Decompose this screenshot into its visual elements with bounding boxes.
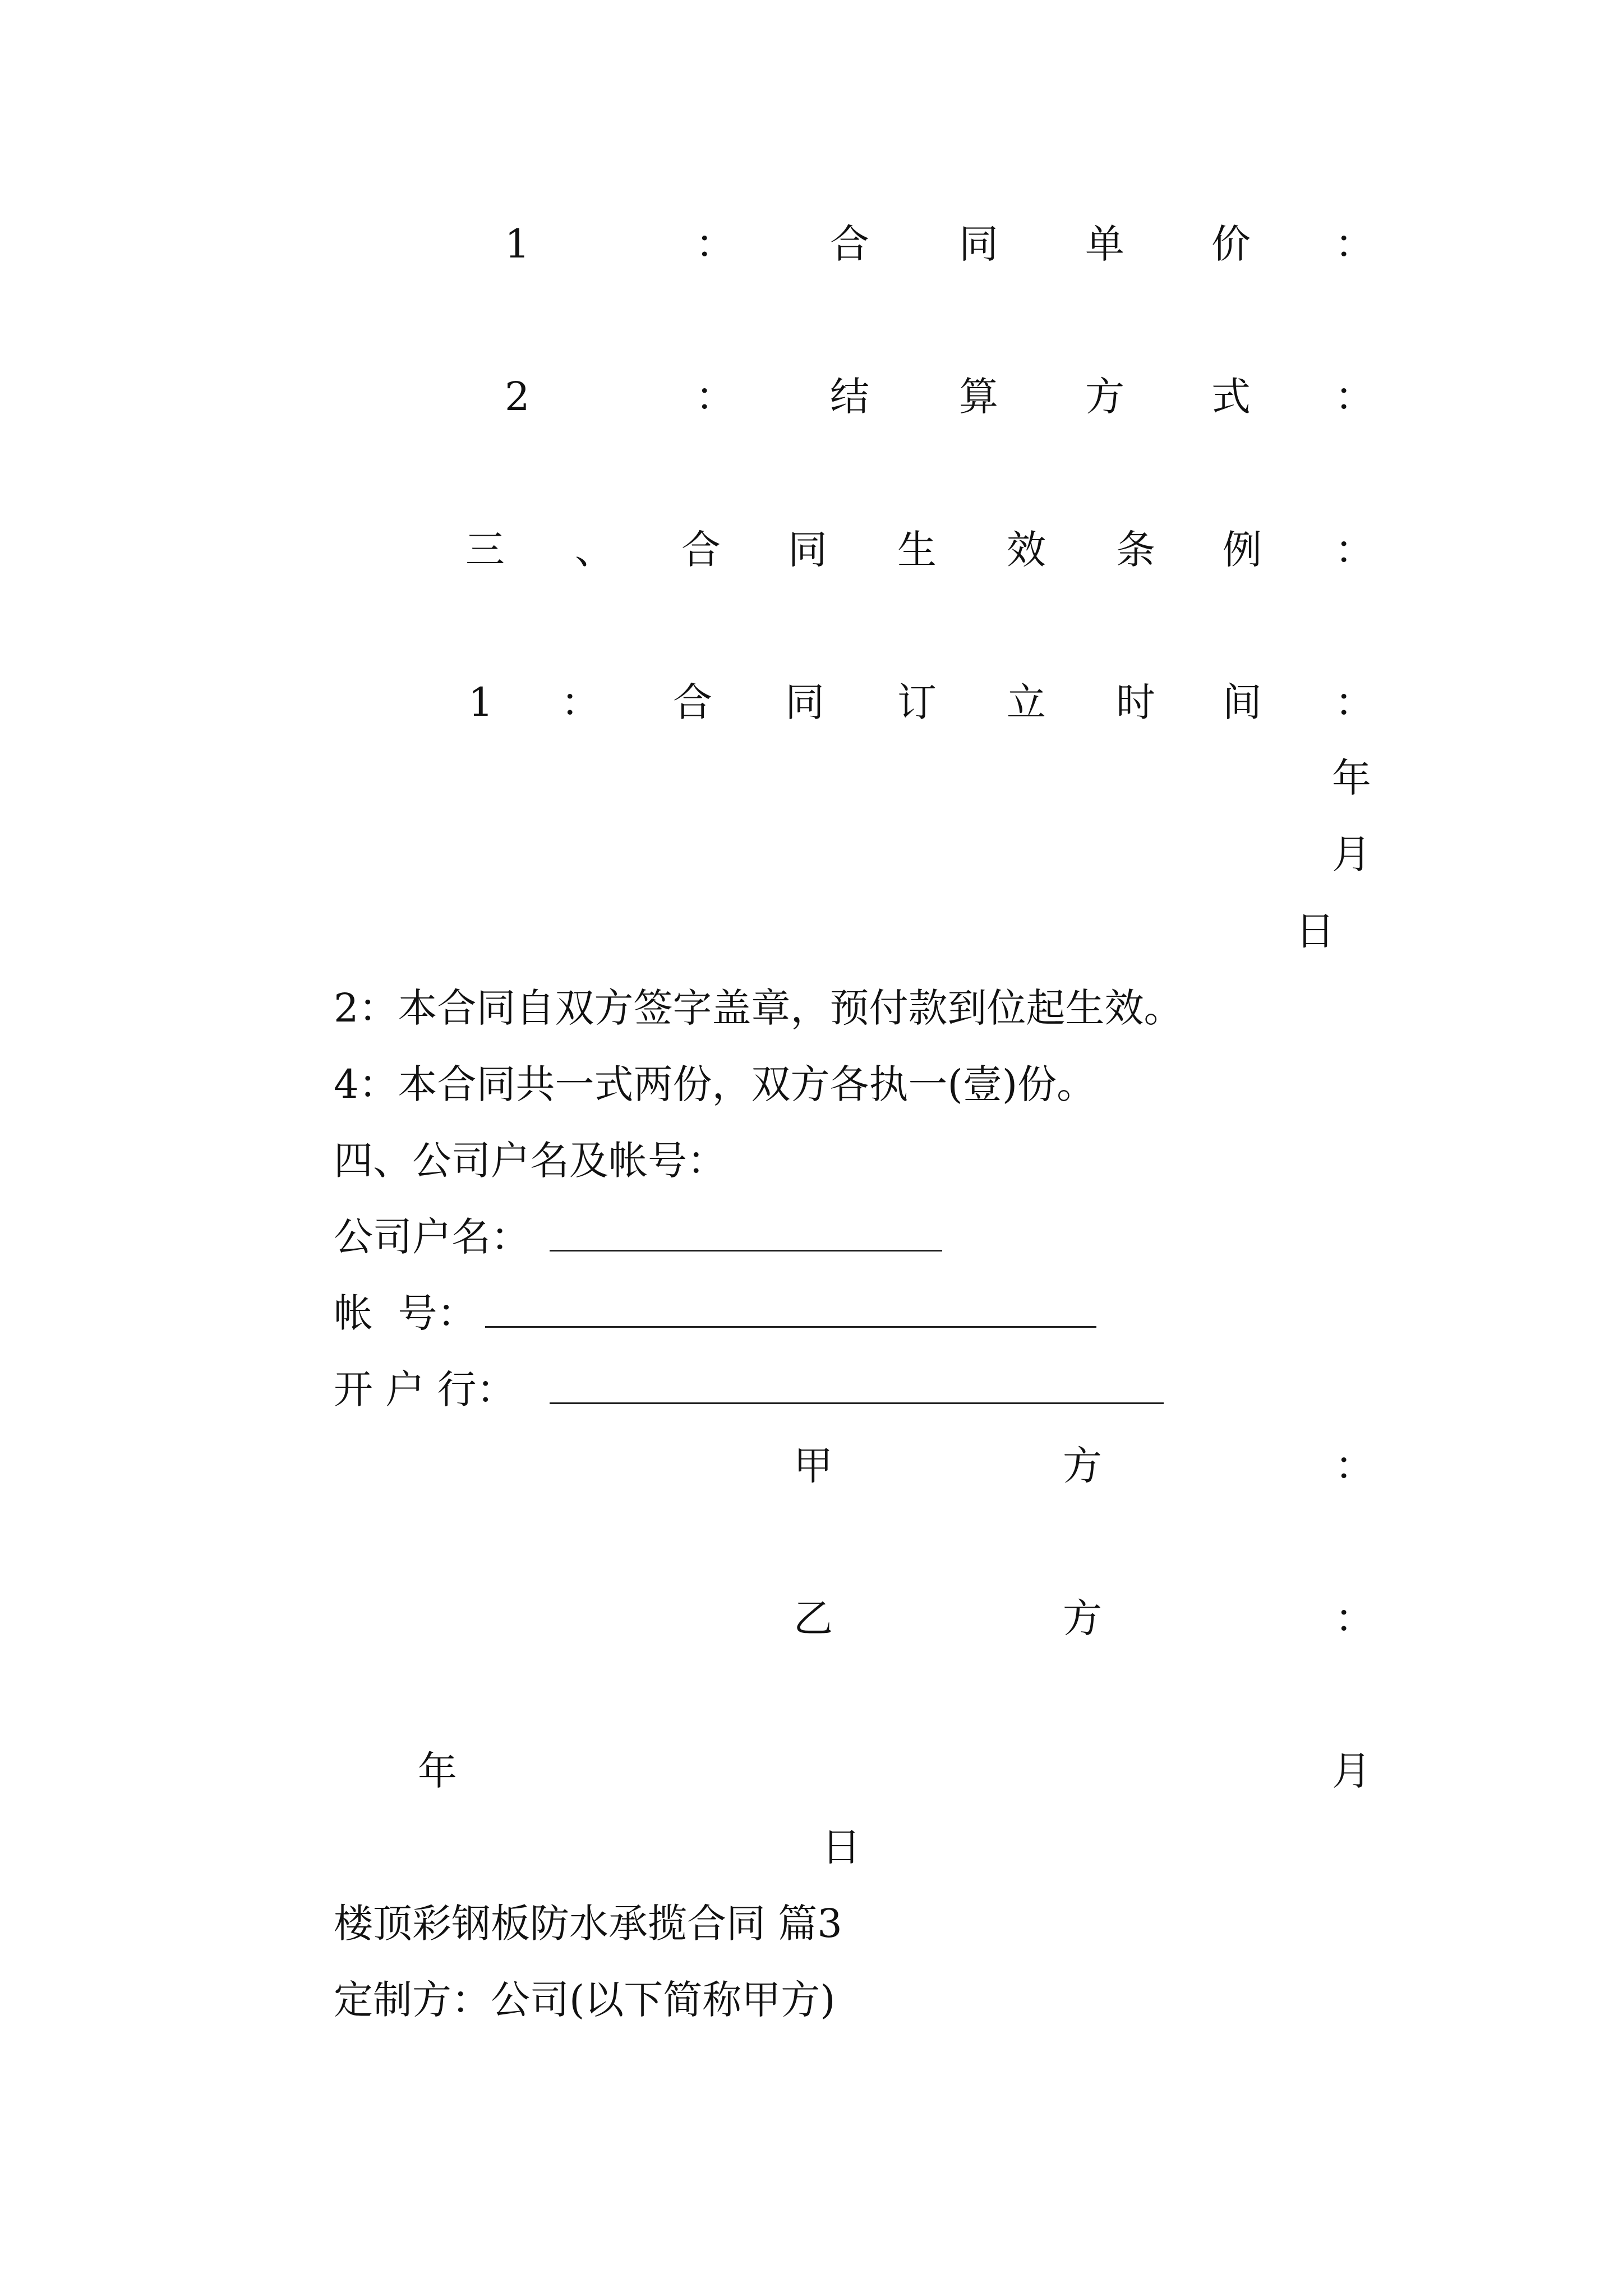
clause-copies: 4：本合同共一式两份，双方各执一(壹)份。 [334,1061,1096,1107]
heading-char: 同 [788,527,827,573]
next-contract-title: 楼顶彩钢板防水承揽合同 篇3 [334,1901,842,1947]
sign-date-year: 年 [418,1748,457,1794]
heading-char: 同 [959,221,998,267]
item-number: 1 [468,679,494,725]
party-b-char: 乙 [794,1595,833,1641]
sign-date-day: 日 [822,1824,861,1870]
date-year-label: 年 [1332,755,1371,801]
heading-char: 立 [1007,679,1046,725]
item-number: 2 [505,374,530,420]
date-month-label: 月 [1332,831,1371,877]
line-end-colon: ： [1335,221,1374,267]
date-day-label: 日 [1295,908,1335,954]
heading-char: 三 [465,527,505,573]
heading-char: 合 [673,679,712,725]
account-number-label: 帐 号： [334,1290,477,1336]
item-colon: ： [695,221,735,267]
item-number: 1 [505,221,530,267]
heading-char: 结 [830,374,869,420]
section-four-heading: 四、公司户名及帐号： [334,1138,726,1184]
sign-date-month: 月 [1332,1748,1371,1794]
heading-char: 时 [1116,679,1155,725]
bank-name-blank [550,1402,1164,1404]
heading-char: 式 [1211,374,1251,420]
heading-char: 单 [1085,221,1124,267]
heading-char: 价 [1211,221,1251,267]
heading-char: 订 [897,679,937,725]
party-a-char: 甲 [794,1443,833,1489]
heading-char: 条 [1116,527,1155,573]
account-name-label: 公司户名： [334,1214,530,1260]
heading-char: 方 [1085,374,1124,420]
party-b-colon: ： [1335,1595,1374,1641]
line-end-colon: ： [1335,527,1374,573]
heading-char: 生 [897,527,937,573]
item-colon: ： [561,679,600,725]
heading-char: 间 [1223,679,1262,725]
line-end-colon: ： [1335,374,1374,420]
item-colon: ： [695,374,735,420]
heading-char: 合 [681,527,721,573]
heading-char: 、 [575,527,614,573]
account-number-blank [485,1326,1096,1328]
heading-char: 例 [1223,527,1262,573]
heading-char: 算 [959,374,998,420]
account-name-blank [550,1250,942,1251]
party-a-colon: ： [1335,1443,1374,1489]
heading-char: 效 [1007,527,1046,573]
heading-char: 同 [785,679,824,725]
heading-char: 合 [830,221,869,267]
party-a-char: 方 [1063,1443,1102,1489]
party-b-char: 方 [1063,1595,1102,1641]
bank-name-label: 开 户 行： [334,1366,516,1412]
clause-effective: 2：本合同自双方签字盖章，预付款到位起生效。 [334,985,1183,1031]
line-end-colon: ： [1335,679,1374,725]
next-contract-first-line: 定制方：公司(以下简称甲方) [334,1977,836,2023]
